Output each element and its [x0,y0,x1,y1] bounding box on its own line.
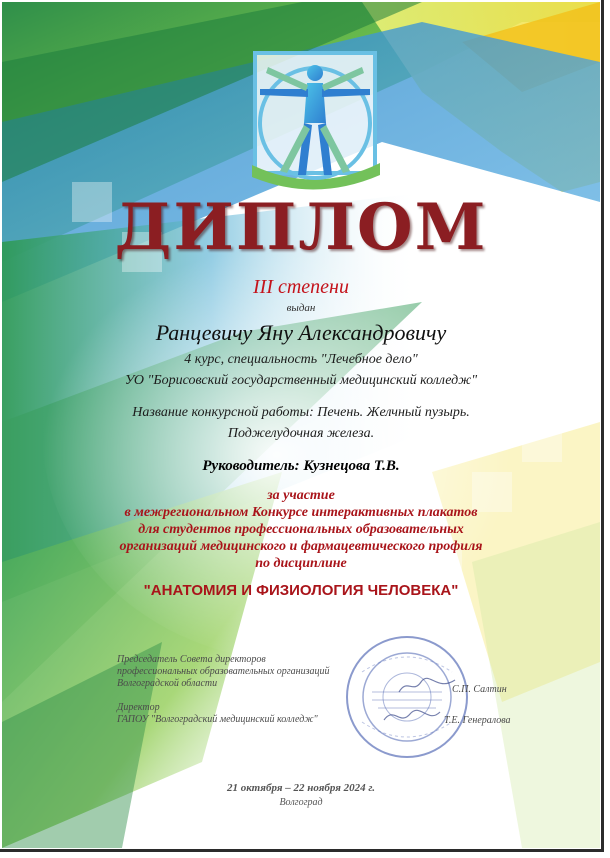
issued-label: выдан [286,302,316,314]
discipline-name: "АНАТОМИЯ И ФИЗИОЛОГИЯ ЧЕЛОВЕКА" [143,582,459,599]
degree-label: III степени [253,276,349,298]
work-title-line-1: Название конкурсной работы: Печень. Желчный пузырь. [132,405,470,420]
work-title-line-2: Поджелудочная железа. [227,426,375,441]
event-dates: 21 октября – 22 ноября 2024 г. [226,782,376,794]
director-title-line-2: ГАПОУ "Волгоградский медицинский колледж" [117,714,318,725]
course-line: 4 курс, специальность "Лечебное дело" [184,352,418,367]
vitruvian-man-icon [240,45,390,195]
participation-line-1: за участие [267,488,335,503]
participation-line-4: организаций медицинского и фармацевтического профиля [119,539,483,554]
chair-title [117,654,357,690]
participation-line-2: в межрегиональном Конкурсе интерактивных плакатов [124,505,478,520]
signature-director-icon [382,704,442,728]
participation-line-5: по дисциплине [255,556,347,571]
chair-name: С.П. Салтин [452,684,507,695]
event-city: Волгоград [279,797,323,808]
director-title [117,702,357,726]
diploma-title: ДИПЛОМ [114,190,488,265]
participation-line-3: для студентов профессиональных образовательных [138,522,464,537]
director-title-line-1: Директор [117,702,160,713]
signature-chair-icon [397,674,457,698]
diploma-page [2,2,600,848]
chair-title-line-1: Председатель Совета директоров [117,654,266,665]
chair-title-line-2: профессиональных образовательных организаций [117,666,330,677]
recipient-name: Ранцевичу Яну Александровичу [155,320,447,345]
supervisor-line: Руководитель: Кузнецова Т.В. [202,458,400,474]
college-line: УО "Борисовский государственный медицинский колледж" [124,373,478,388]
chair-title-line-3: Волгоградской области [117,678,218,689]
director-name: Т.Е. Генералова [444,715,511,726]
